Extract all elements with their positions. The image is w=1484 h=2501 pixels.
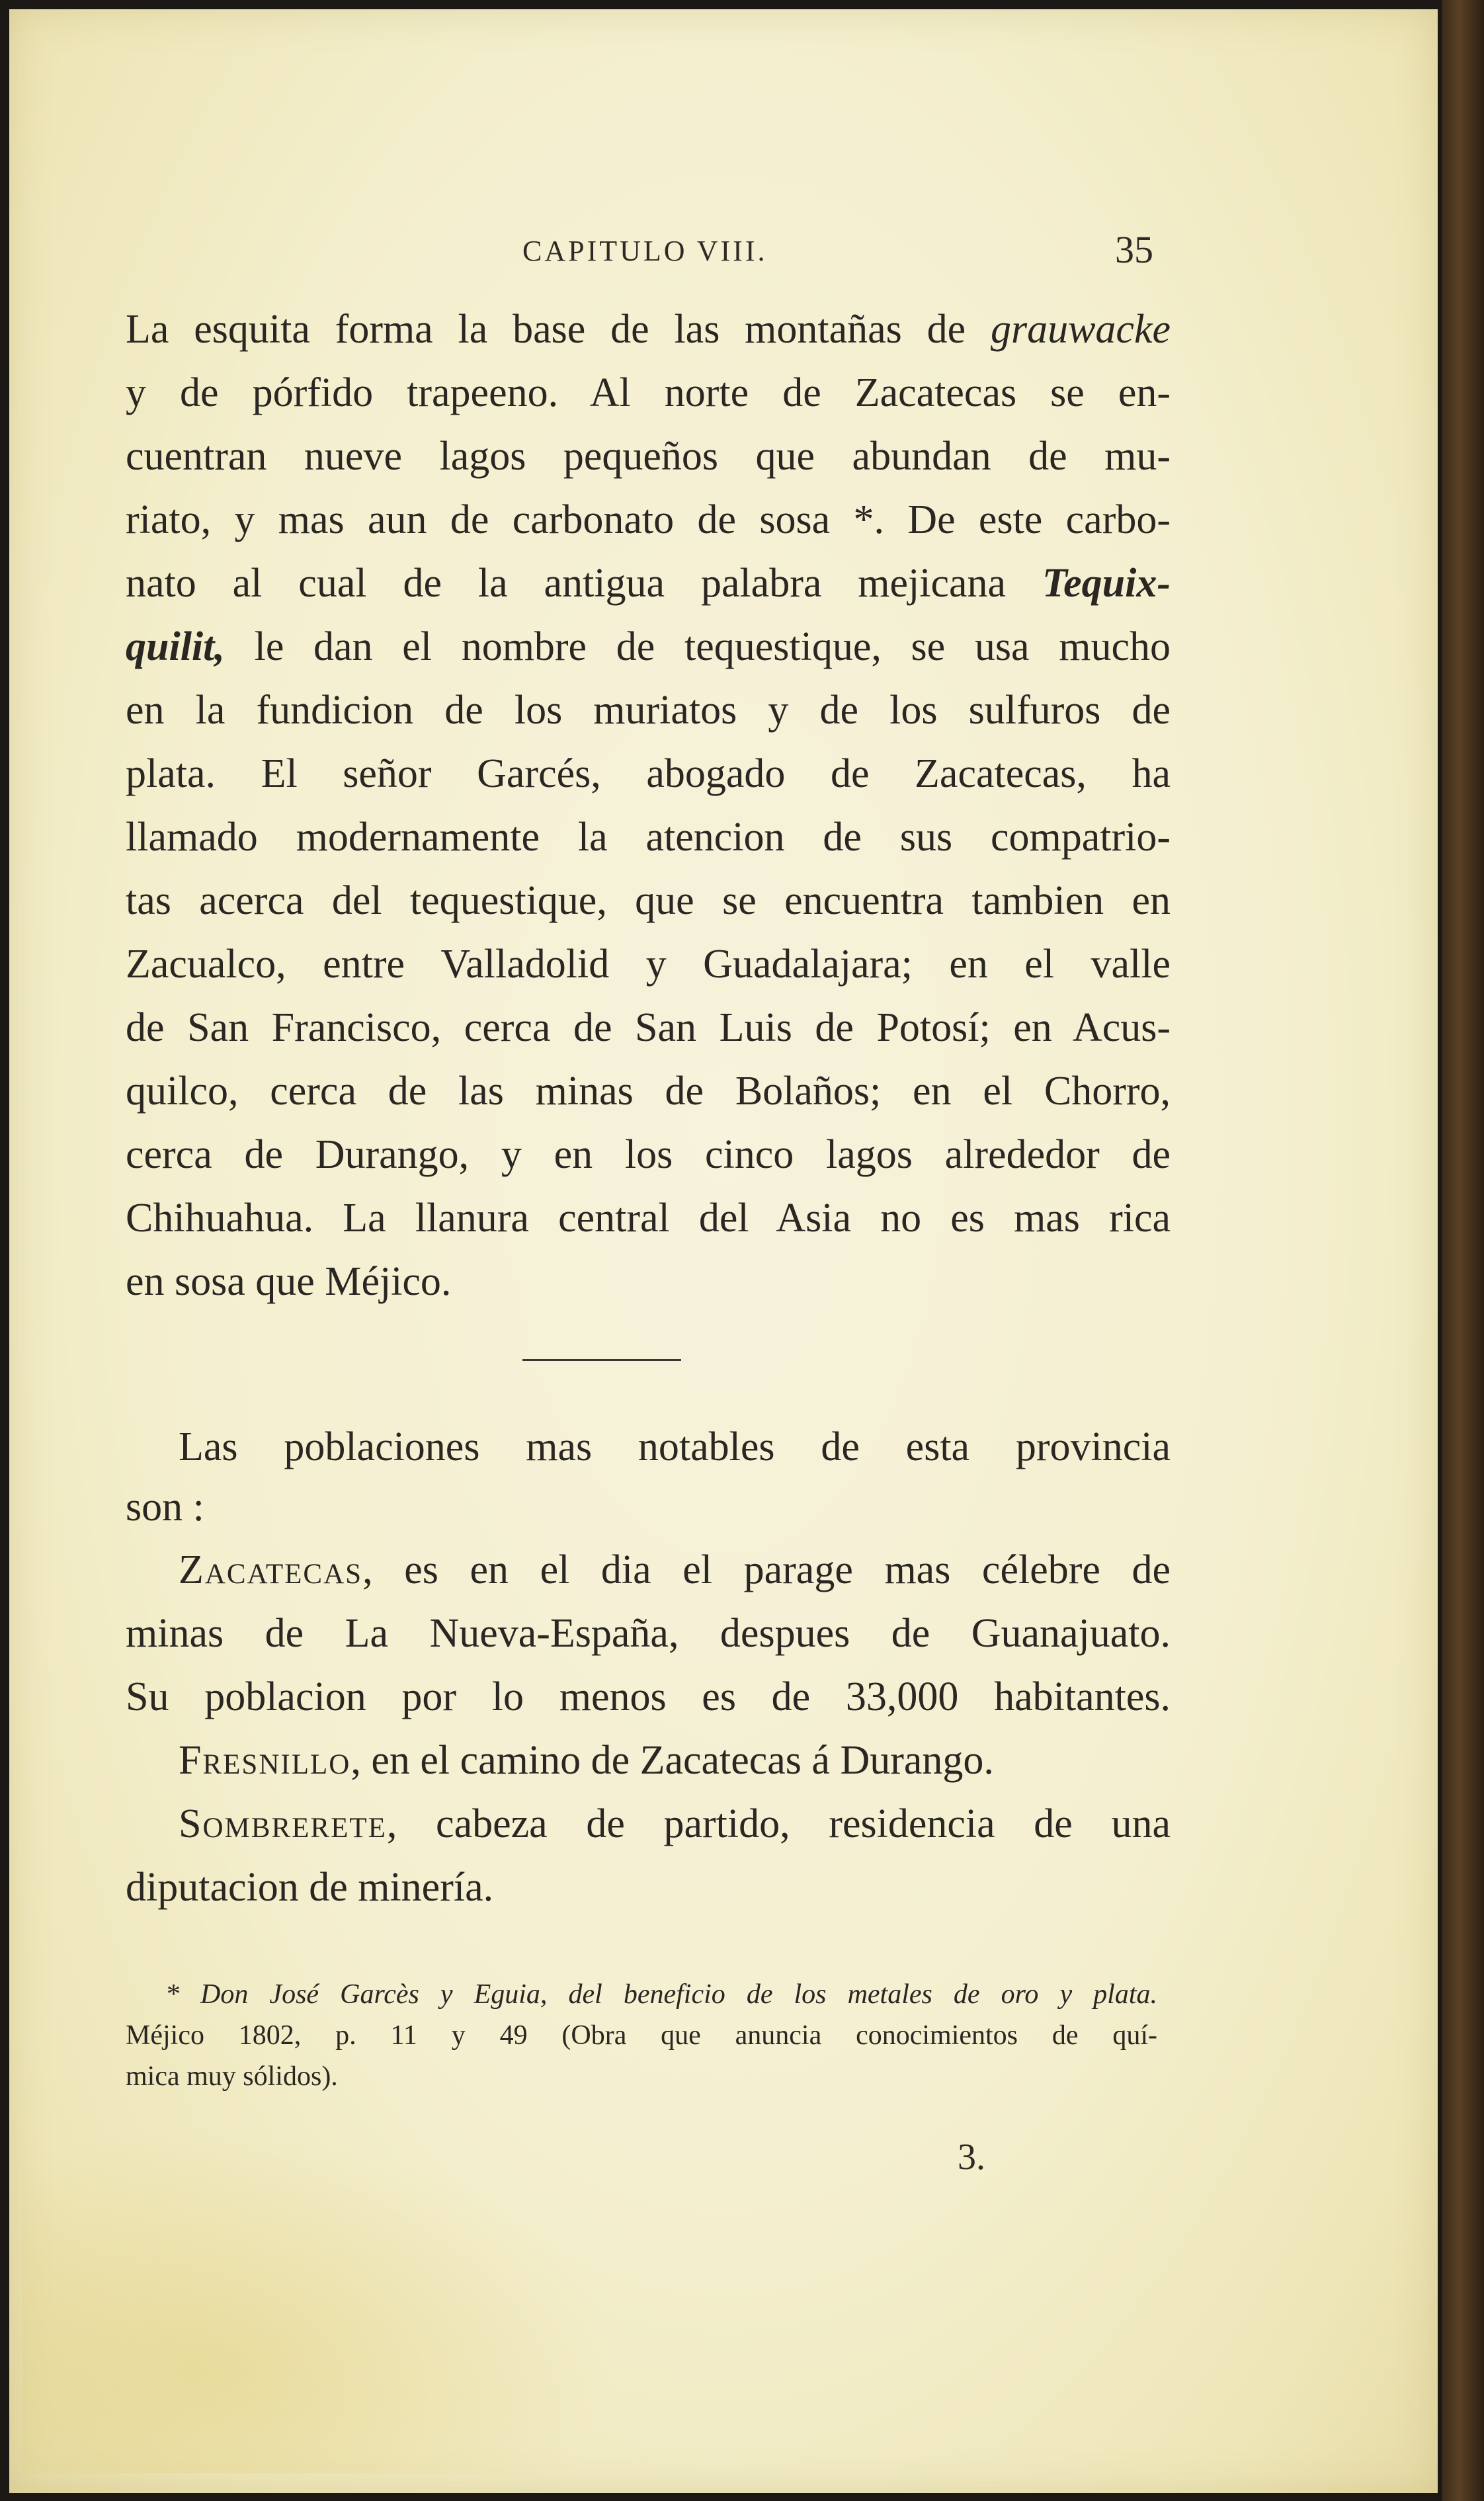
text-line: diputacion de minería.: [126, 1865, 494, 1910]
footnote-line: * Don José Garcès y Eguia, del beneficio de los metales de oro y plata.: [165, 1979, 1157, 2010]
text-line: Su poblacion por lo menos es de 33,000 habitantes.: [126, 1674, 1171, 1719]
text-line: en la fundicion de los muriatos y de los sulfuros de: [126, 688, 1171, 733]
footnote-line: Méjico 1802, p. 11 y 49 (Obra que anuncia conocimientos de quí-: [126, 2020, 1157, 2051]
text-line: Zacualco, entre Valladolid y Guadalajara; en el valle: [126, 942, 1171, 987]
text-span: , es en el dia el parage mas célebre de: [362, 1547, 1171, 1592]
place-name-zacatecas: Zacatecas: [179, 1547, 363, 1592]
book-spine-edge: [1442, 0, 1484, 2501]
text-line: Las poblaciones mas notables de esta provincia: [179, 1424, 1171, 1469]
entry-sombrerete: [126, 1792, 1171, 1919]
text-line: Chihuahua. La llanura central del Asia no es mas rica: [126, 1196, 1171, 1241]
page-number: 35: [1115, 228, 1153, 271]
page-header: [0, 228, 1484, 278]
text-line: [126, 1792, 1171, 1856]
paragraph-esquita: [126, 298, 1171, 1313]
text-span: le dan el nombre de tequestique, se usa mucho: [224, 624, 1171, 669]
italic-term-tequixquilit: Tequix-: [1042, 561, 1171, 606]
place-name-fresnillo: Fresnillo: [179, 1738, 351, 1783]
text-line: [126, 552, 1171, 615]
entry-fresnillo: [126, 1729, 1171, 1792]
text-span: , en el camino de Zacatecas á Durango.: [350, 1738, 994, 1783]
text-line: son :: [126, 1485, 204, 1530]
text-span: La esquita forma la base de las montañas de: [126, 307, 991, 352]
text-line: tas acerca del tequestique, que se encuentra tambien en: [126, 878, 1171, 923]
italic-term-tequixquilit-end: quilit,: [126, 624, 225, 669]
footnote-line: mica muy sólidos).: [126, 2061, 338, 2092]
footnote: [126, 1974, 1157, 2097]
text-line: [126, 1538, 1171, 1602]
text-line: minas de La Nueva-España, despues de Guanajuato.: [126, 1611, 1171, 1656]
text-line: riato, y mas aun de carbonato de sosa *. De este carbo-: [126, 497, 1171, 542]
section-divider: [522, 1359, 681, 1361]
text-line: [126, 298, 1171, 361]
text-span: nato al cual de la antigua palabra mejicana: [126, 561, 1042, 606]
text-line: cerca de Durango, y en los cinco lagos alrededor de: [126, 1132, 1171, 1177]
text-line: de San Francisco, cerca de San Luis de Potosí; en Acus-: [126, 1005, 1171, 1050]
text-line: cuentran nueve lagos pequeños que abundan de mu-: [126, 434, 1171, 479]
text-line: y de pórfido trapeeno. Al norte de Zacatecas se en-: [126, 370, 1171, 415]
paragraph-poblaciones: [126, 1415, 1171, 1536]
text-line: llamado modernamente la atencion de sus compatrio-: [126, 815, 1171, 860]
signature-mark: 3.: [958, 2137, 985, 2178]
running-title: CAPITULO VIII.: [522, 235, 768, 267]
italic-term-grauwacke: grauwacke: [990, 307, 1171, 352]
place-name-sombrerete: Sombrerete: [179, 1801, 387, 1846]
text-line: en sosa que Méjico.: [126, 1259, 452, 1304]
text-line: [126, 615, 1171, 678]
paper-stain: [22, 2129, 618, 2473]
text-line: [126, 1729, 1171, 1792]
text-line: plata. El señor Garcés, abogado de Zacatecas, ha: [126, 751, 1171, 796]
text-span: , cabeza de partido, residencia de una: [386, 1801, 1171, 1846]
entry-zacatecas: [126, 1538, 1171, 1729]
text-line: quilco, cerca de las minas de Bolaños; en el Chorro,: [126, 1069, 1171, 1114]
